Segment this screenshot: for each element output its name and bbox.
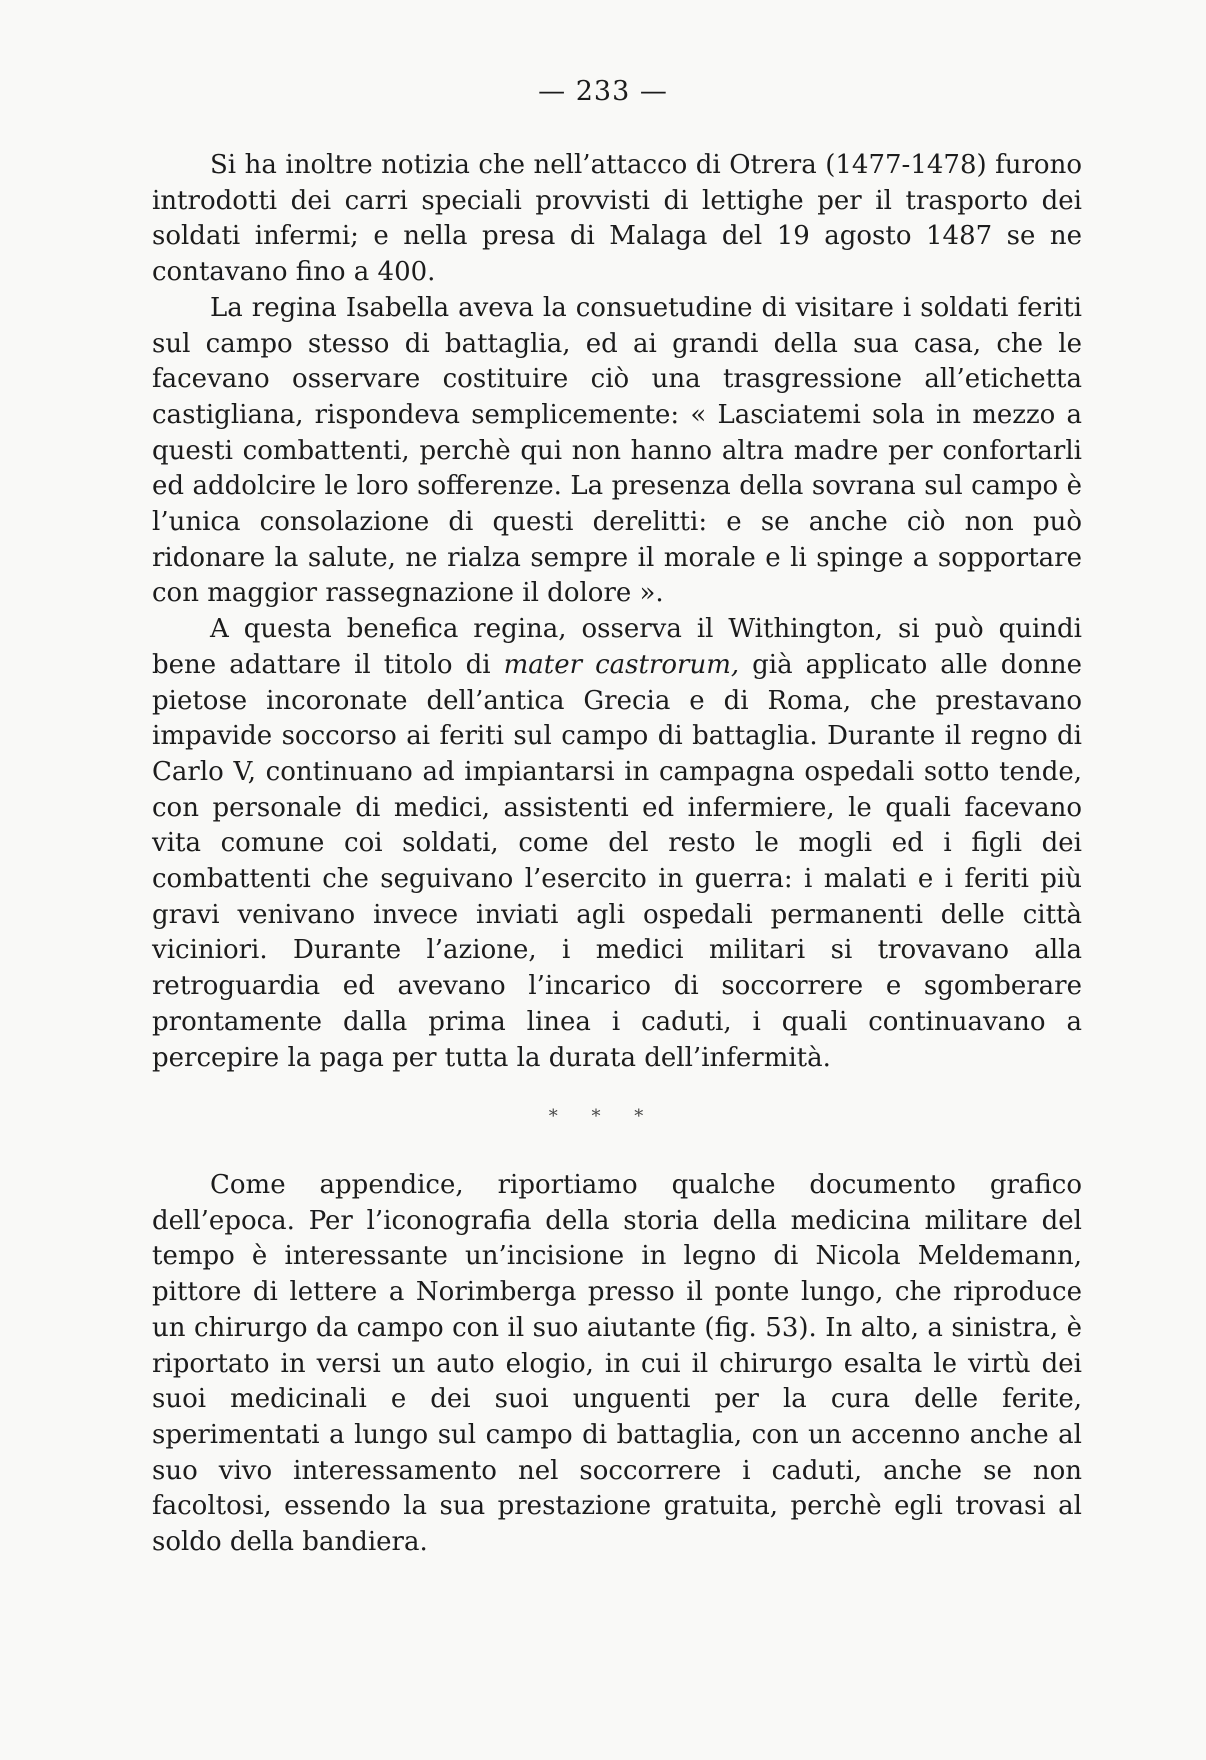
main-text-section (152, 148, 1082, 1076)
paragraph-withington (152, 612, 1082, 1076)
paragraph-withington-end: già applicato alle donne pietose incoronate dell’antica Grecia e di Roma, che prestavano impavide soccorso ai feriti sul campo di battaglia. Durante il regno di Carlo V, continuano ad impiantarsi in campagna ospedali sotto tende, con personale di medici, assistenti ed infermiere, le quali facevano vita comune coi soldati, come del resto le mogli ed i figli dei combattenti che seguivano l’esercito in guerra: i malati e i feriti più gravi venivano invece inviati agli ospedali permanenti delle città viciniori. Durante l’azione, i medici militari si trovavano alla retroguardia ed avevano l’incarico di soccorrere e sgomberare prontamente dalla prima linea i caduti, i quali continuavano a percepire la paga per tutta la durata dell’infermità. (152, 649, 1082, 1073)
paragraph-isabella: La regina Isabella aveva la consuetudine di visitare i soldati feriti sul campo stesso di battaglia, ed ai grandi della sua casa, che le facevano osservare costituire ciò una trasgressione all’etichetta castigliana, rispondeva semplicemente: « Lasciatemi sola in mezzo a questi combattenti, perchè qui non hanno altra madre per confortarli ed addolcire le loro sofferenze. La presenza della sovrana sul campo è l’unica consolazione di questi derelitti: e se anche ciò non può ridonare la salute, ne rialza sempre il morale e li spinge a sopportare con maggior rassegnazione il dolore ». (152, 292, 1082, 609)
appendix-text-section (152, 1168, 1082, 1561)
paragraph-appendix: Come appendice, riportiamo qualche documento grafico dell’epoca. Per l’iconografia della storia della medicina militare del tempo è interessante un’incisione in legno di Nicola Meldemann, pittore di lettere a Norimberga presso il ponte lungo, che riproduce un chirurgo da campo con il suo aiutante (fig. 53). In alto, a sinistra, è riportato in versi un auto elogio, in cui il chirurgo esalta le virtù dei suoi medicinali e dei suoi unguenti per la cura delle ferite, sperimentati a lungo sul campo di battaglia, con un accenno anche al suo vivo interessamento nel soccorrere i caduti, anche se non facoltosi, essendo la sua prestazione gratuita, perchè egli trovasi al soldo della bandiera. (152, 1170, 1082, 1558)
paragraph-withington-start: A questa benefica regina, osserva il Withington, si può quindi bene adattare il titolo di (152, 614, 1082, 680)
page-number: — 233 — (538, 76, 668, 107)
italic-mater-castrorum: mater castrorum, (503, 649, 740, 680)
section-separator-asterisks: * * * (548, 1106, 658, 1127)
paragraph-otrera: Si ha inoltre notizia che nell’attacco di Otrera (1477-1478) furono introdotti dei carri speciali provvisti di lettighe per il trasporto dei soldati infermi; e nella presa di Malaga del 19 agosto 1487 se ne contavano fino a 400. (152, 150, 1082, 288)
